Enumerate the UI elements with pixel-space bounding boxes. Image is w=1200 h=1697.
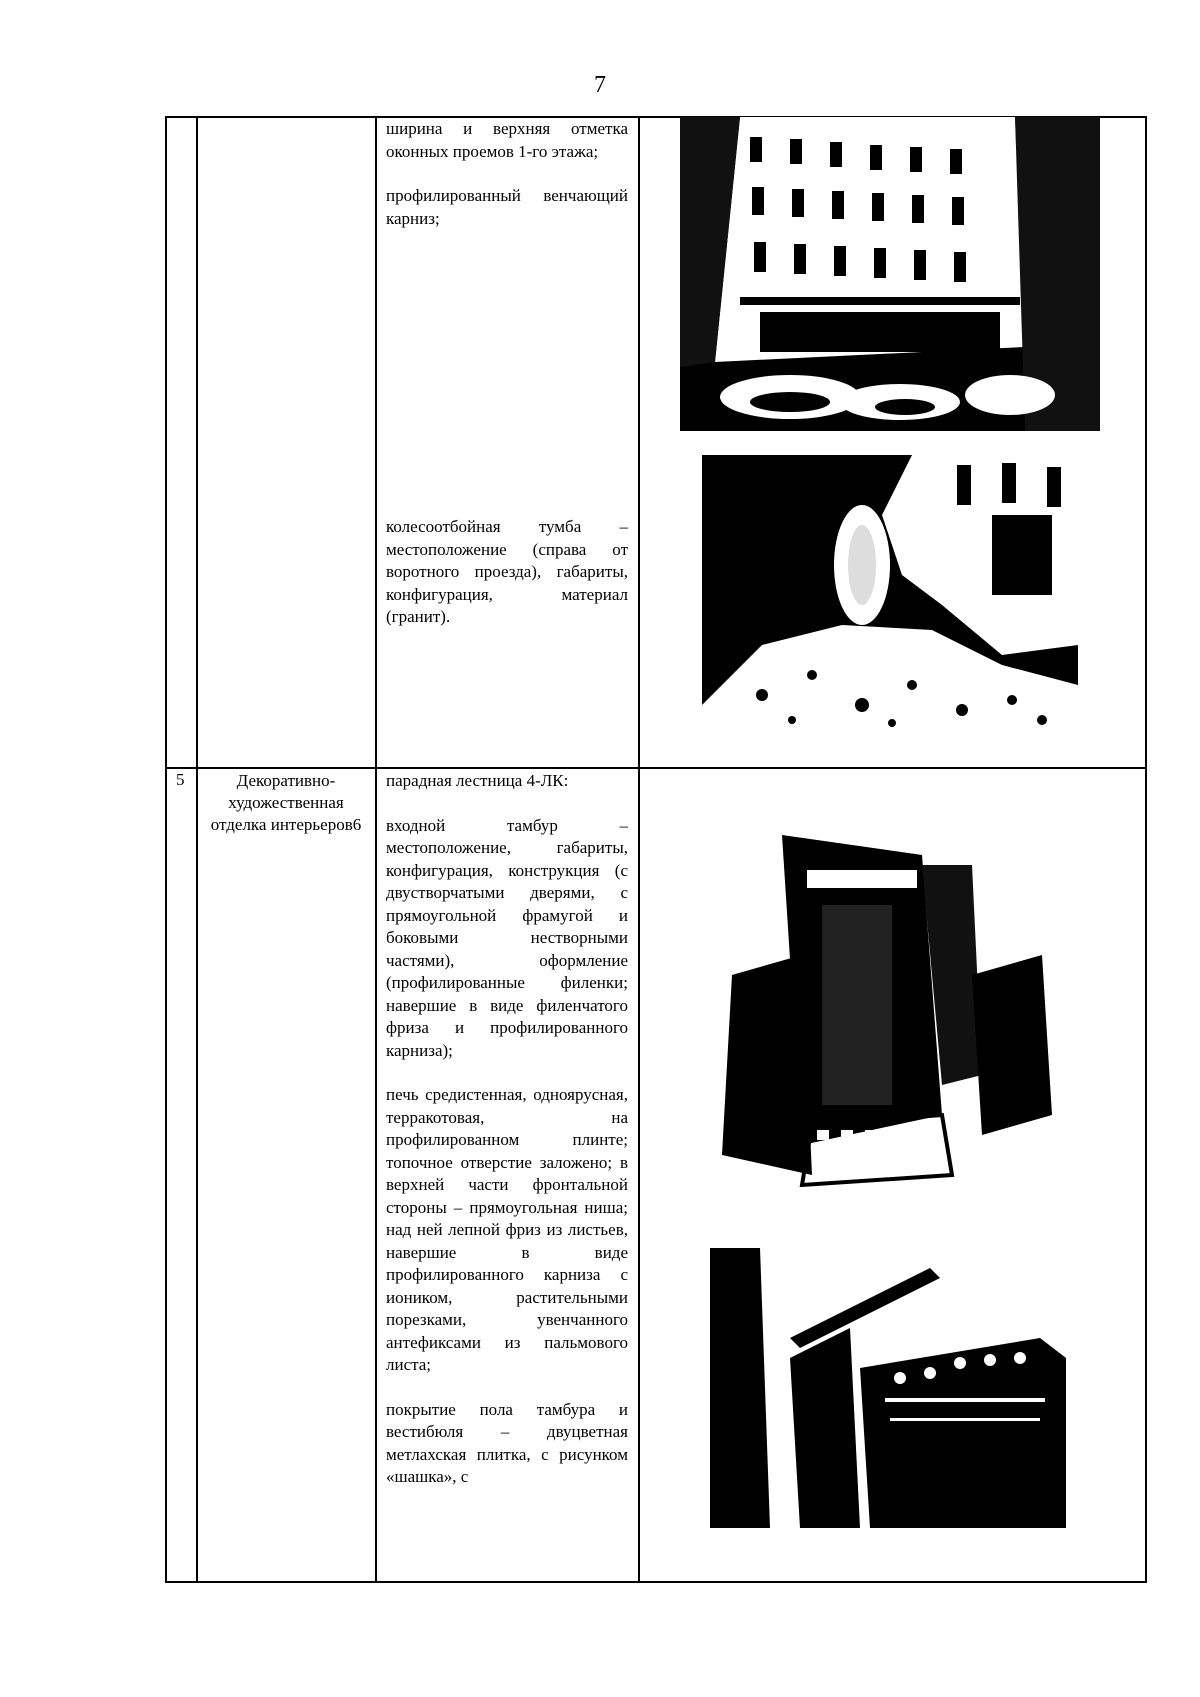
building-facade-photo — [680, 117, 1100, 431]
row2-element-name: Декоративно-художественная отделка интерьеров6 — [210, 771, 362, 834]
table-col-divider-2 — [375, 116, 377, 1583]
row1-paragraph: колесоотбойная тумба – местоположение (справа от воротного проезда), габариты, конфигурация, материал (гранит). — [386, 517, 628, 626]
row2-paragraph: печь средистенная, одноярусная, терракотовая, на профилированном плинте; топочное отверстие заложено; в верхней части фронтальной стороны – прямоугольная ниша; над ней лепной фриз из листьев, навершие в виде профилированного карниза с иоником, растительными порезками, увенчанного антефиксами из пальмового листа; — [386, 1085, 628, 1374]
table-row-divider — [165, 767, 1147, 769]
row2-number: 5 — [176, 770, 185, 789]
table-border-left — [165, 116, 167, 1583]
row1-description-bottom — [386, 516, 628, 629]
table-border-right — [1145, 116, 1147, 1583]
row1-paragraph: ширина и верхняя отметка оконных проемов 1-го этажа; — [386, 119, 628, 161]
table-border-bottom — [165, 1581, 1147, 1583]
table-col-divider-3 — [638, 116, 640, 1583]
row2-paragraph: покрытие пола тамбура и вестибюля – двуцветная метлахская плитка, с рисунком «шашка», с — [386, 1399, 628, 1486]
row2-paragraph: парадная лестница 4-ЛК: — [386, 771, 569, 790]
page-number: 7 — [594, 72, 606, 98]
stove-photo — [710, 1248, 1066, 1528]
row2-description — [386, 770, 628, 1489]
row2-paragraph: входной тамбур – местоположение, габариты, конфигурация, конструкция (с двустворчатыми дверями, с прямоугольной фрамугой и боковыми нестворными частями), оформление (профилированные филенки; навершие в виде филенчатого фриза и профилированного карниза); — [386, 815, 628, 1060]
row1-paragraph: профилированный венчающий карниз; — [386, 186, 628, 228]
entrance-vestibule-photo — [712, 775, 1062, 1215]
wheel-guard-bollard-photo — [702, 455, 1078, 735]
row1-description-top — [386, 118, 628, 230]
table-col-divider-1 — [196, 116, 198, 1583]
